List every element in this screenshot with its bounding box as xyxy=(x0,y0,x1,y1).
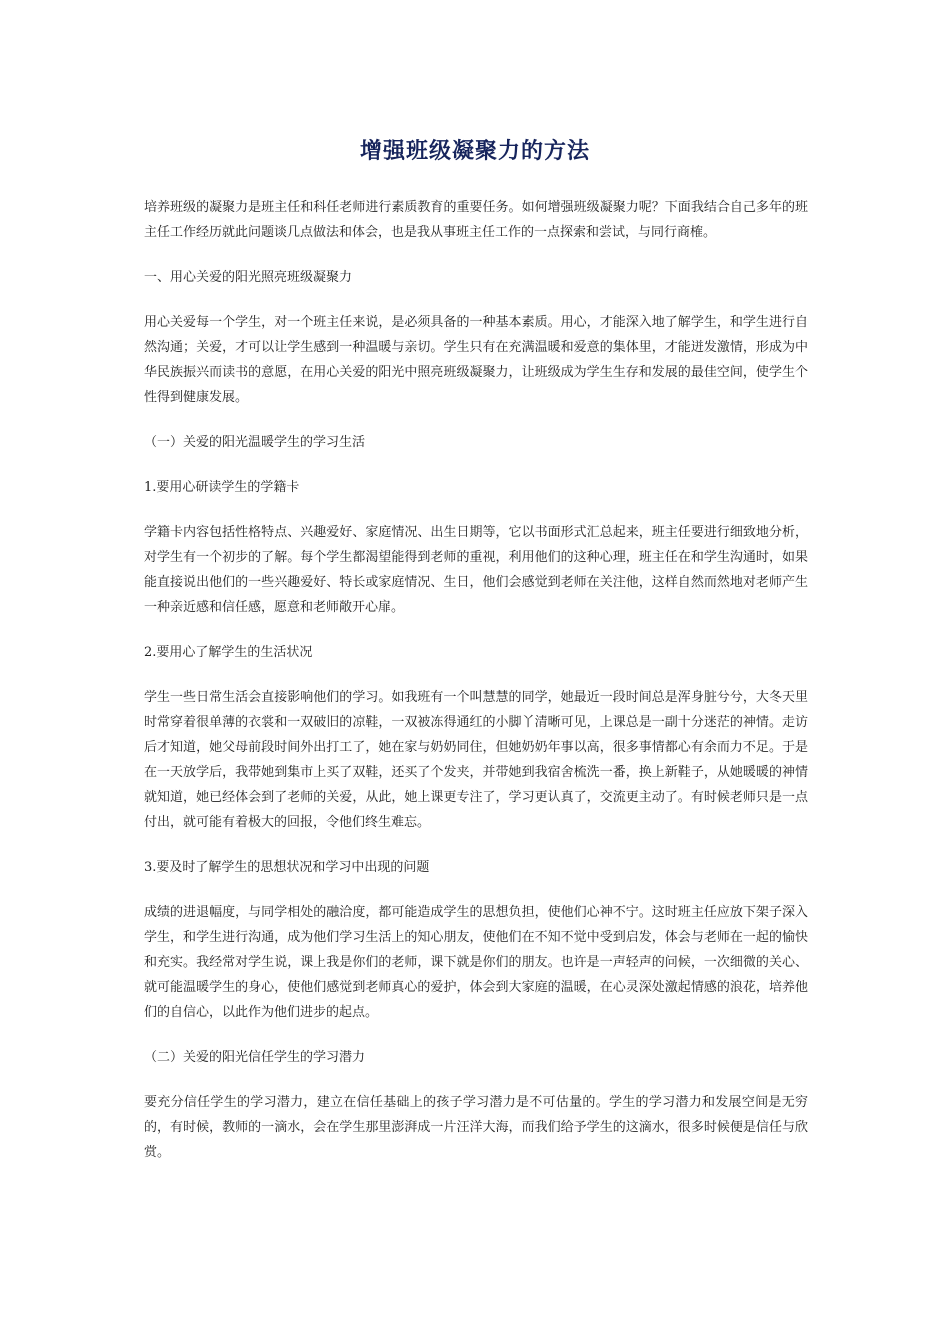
paragraph-item-2: 学生一些日常生活会直接影响他们的学习。如我班有一个叫慧慧的同学，她最近一段时间总是浑身脏兮兮，大冬天里时常穿着很单薄的衣裳和一双破旧的凉鞋，一双被冻得通红的小脚丫清晰可见，上课总是一副十分迷茫的神情。走访后才知道，她父母前段时间外出打工了，她在家与奶奶同住，但她奶奶年事以高，很多事情都心有余而力不足。于是在一天放学后，我带她到集市上买了双鞋，还买了个发夹，并带她到我宿舍梳洗一番，换上新鞋子，从她暖暖的神情就知道，她已经体会到了老师的关爱，从此，她上课更专注了，学习更认真了，交流更主动了。有时候老师只是一点付出，就可能有着极大的回报，令他们终生难忘。 xyxy=(144,690,808,830)
item-heading-1: 1.要用心研读学生的学籍卡 xyxy=(144,480,300,495)
paragraph-intro: 培养班级的凝聚力是班主任和科任老师进行素质教育的重要任务。如何增强班级凝聚力呢？下面我结合自己多年的班主任工作经历就此问题谈几点做法和体会，也是我从事班主任工作的一点探索和尝试，与同行商榷。 xyxy=(144,200,808,240)
item-heading-3: 3.要及时了解学生的思想状况和学习中出现的问题 xyxy=(144,860,430,875)
subsection-heading-1: （一）关爱的阳光温暖学生的学习生活 xyxy=(144,435,366,450)
paragraph-item-3: 成绩的进退幅度，与同学相处的融洽度，都可能造成学生的思想负担，使他们心神不宁。这时班主任应放下架子深入学生，和学生进行沟通，成为他们学习生活上的知心朋友，使他们在不知不觉中受到启发，体会与老师在一起的愉快和充实。我经常对学生说，课上我是你们的老师，课下就是你们的朋友。也许是一声轻声的问候，一次细微的关心、就可能温暖学生的身心，使他们感觉到老师真心的爱护，体会到大家庭的温暖，在心灵深处激起情感的浪花，培养他们的自信心，以此作为他们进步的起点。 xyxy=(144,905,808,1020)
paragraph-item-1: 学籍卡内容包括性格特点、兴趣爱好、家庭情况、出生日期等，它以书面形式汇总起来，班主任要进行细致地分析，对学生有一个初步的了解。每个学生都渴望能得到老师的重视，利用他们的这种心理，班主任在和学生沟通时，如果能直接说出他们的一些兴趣爱好、特长或家庭情况、生日，他们会感觉到老师在关注他，这样自然而然地对老师产生一种亲近感和信任感，愿意和老师敞开心扉。 xyxy=(144,525,808,615)
section-heading-1: 一、用心关爱的阳光照亮班级凝聚力 xyxy=(144,270,353,285)
paragraph-subsection-2: 要充分信任学生的学习潜力，建立在信任基础上的孩子学习潜力是不可估量的。学生的学习潜力和发展空间是无穷的，有时候，教师的一滴水，会在学生那里澎湃成一片汪洋大海，而我们给予学生的这滴水，很多时候便是信任与欣赏。 xyxy=(144,1095,808,1160)
paragraph-section-1: 用心关爱每一个学生，对一个班主任来说，是必须具备的一种基本素质。用心，才能深入地了解学生，和学生进行自然沟通；关爱，才可以让学生感到一种温暖与亲切。学生只有在充满温暖和爱意的集体里，才能迸发激情，形成为中华民族振兴而读书的意愿，在用心关爱的阳光中照亮班级凝聚力，让班级成为学生生存和发展的最佳空间，使学生个性得到健康发展。 xyxy=(144,315,808,405)
document-body xyxy=(144,195,808,1165)
subsection-heading-2: （二）关爱的阳光信任学生的学习潜力 xyxy=(144,1050,366,1065)
item-heading-2: 2.要用心了解学生的生活状况 xyxy=(144,645,313,660)
document-title: 增强班级凝聚力的方法 xyxy=(359,139,590,164)
